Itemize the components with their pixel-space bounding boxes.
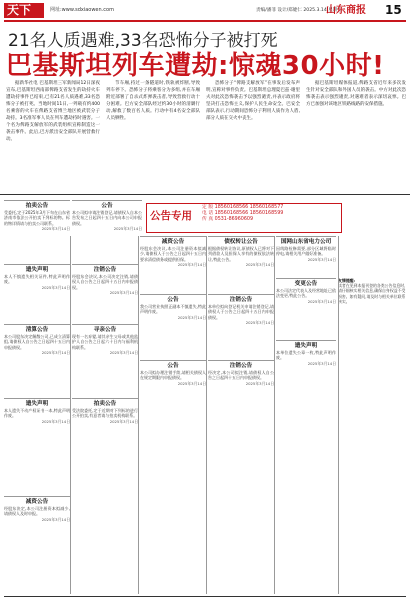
reminder-title: 友情提醒: xyxy=(338,278,356,283)
notice-title: 注销公告 xyxy=(93,267,117,273)
notice-item xyxy=(208,294,274,360)
notice-body: 根据债权转让协议,原债权人已将对下列借款人及担保人享有的债权依法转让,特此公告。 xyxy=(208,246,274,262)
notice-body: 本公司拟申请注销登记,请债权人自本公告发布之日起四十五日内向本公司申报债权。 xyxy=(72,210,142,226)
notice-item xyxy=(4,398,70,496)
column-divider xyxy=(274,236,275,594)
page-number: 15 xyxy=(385,3,402,17)
notice-title: 注销公告 xyxy=(229,297,253,303)
notice-title: 遗失声明 xyxy=(25,401,49,407)
column-divider xyxy=(70,236,71,594)
editor-date-line: 责编/潘菲 设计/郑婕仁 2025.3.14 星期五 xyxy=(256,8,342,13)
article-column-4 xyxy=(306,80,406,190)
notice-date: 2025年3月14日 xyxy=(307,256,336,262)
notice-body: 受法院委托,定于近期对下列标的进行公开拍卖,有意者请与拍卖机构联系。 xyxy=(72,408,138,419)
website-url: 网址:www.sdxiaowen.com xyxy=(50,7,114,13)
notice-body: 本单位遗失公章一枚,特此声明作废。 xyxy=(276,350,336,361)
notice-title: 国网山东省电力公司 xyxy=(280,239,332,245)
notice-body: 本单位拟向登记机关申请注销登记,请债权人于公告之日起四十五日内申报债权。 xyxy=(208,304,274,320)
column-divider xyxy=(138,236,139,594)
notice-date: 2025年3月14日 xyxy=(41,418,70,424)
notice-body: 我公司营业执照正副本不慎遗失,特此声明作废。 xyxy=(140,304,206,315)
notice-body: 经股东会决议,本公司注册资本拟减少,请债权人于公告之日起四十五日内要求清偿债务或提供担保。 xyxy=(140,246,206,262)
column-divider xyxy=(338,236,339,594)
notice-body: 本公司股东决定解散公司,已成立清算组,请债权人自公告之日起四十五日内申报债权。 xyxy=(4,334,70,350)
notice-item xyxy=(276,278,336,340)
newspaper-name: 山东商报 xyxy=(326,5,366,16)
article-text: 据巴基斯坦媒体报道,俾路支省近年来多次发生针对安全部队和外国人员的袭击。中方对此次恐怖袭击表示强烈谴责,对遇难者表示深切哀悼。巴方已加强对该地区铁路线路的安保措施。 xyxy=(306,81,406,107)
notice-body: 经股东决定,本公司注册资本拟减少,请债权人及时申报。 xyxy=(4,506,70,517)
notice-banner-title: 公告专用 xyxy=(150,210,192,222)
notice-body: 本公司法定代表人及经营地址已依法变更,特此公告。 xyxy=(276,288,336,299)
notice-date: 2025年3月14日 xyxy=(41,516,70,522)
notice-title: 变更公告 xyxy=(294,281,318,287)
notice-body: 经决定,本公司拟注销,请债权人自公告之日起四十五日内申报债权。 xyxy=(208,370,274,381)
notice-date: 2025年3月14日 xyxy=(41,226,70,232)
notice-date: 2025年3月14日 xyxy=(109,350,138,356)
article-subtitle: 21名人质遇难,33名恐怖分子被打死 xyxy=(8,31,278,51)
notice-body: 经股东会决议,本公司决定注销,请债权人自公告之日起四十五日内申报债权。 xyxy=(72,274,138,290)
notice-title: 减资公告 xyxy=(161,239,185,245)
notice-title: 公告 xyxy=(167,297,179,303)
column-divider xyxy=(206,236,207,594)
notice-date: 2025年3月14日 xyxy=(113,226,142,232)
notice-item xyxy=(72,398,138,496)
notice-date: 2025年3月14日 xyxy=(245,320,274,326)
notice-date: 2025年3月14日 xyxy=(109,290,138,296)
notice-item xyxy=(72,200,142,264)
notice-title: 拍卖公告 xyxy=(93,401,117,407)
notice-body: 因线路检修需要,部分区域将临时停电,请相关用户做好准备。 xyxy=(276,246,336,257)
contact-line: 电 话 18560168566 18560168599 xyxy=(202,211,284,216)
notice-date: 2025年3月14日 xyxy=(41,284,70,290)
notice-item xyxy=(72,324,138,398)
notice-item xyxy=(140,294,206,360)
notice-date: 2025年3月14日 xyxy=(307,298,336,304)
notice-date: 2025年3月14日 xyxy=(245,380,274,386)
notice-item xyxy=(4,324,70,398)
notice-body: 本人遗失不动产权证书一本,特此声明作废。 xyxy=(4,408,70,419)
article-text: 节车厢,持过一条隧道时,铁轨被炸断,导致列车停下。恐怖分子将乘客分为多组,并在车厢附近部署了自杀式炸弹袭击者,导致营救行动十分困难。巴方安全部队经过约30小时的清剿行动,解救了数百名人质。行动中有4名安全部队人员牺牲。 xyxy=(106,81,200,121)
notice-body: 现有一名弃婴,请其亲生父母或其他监护人自公告之日起六十日内与福利机构联系。 xyxy=(72,334,138,350)
reminder-text: 读者在见到本报刊登的各类公告信息时,请仔细核实相关信息,确保自身权益不受损害。如有疑问,请及时与相关单位联系核实。 xyxy=(338,283,406,304)
article-column-3 xyxy=(206,80,300,190)
article-text: 恐怖分子“俾路支解放军”在事发后发布声明,宣称对事件负责。巴基斯坦总理夏巴兹·谢里夫对此次恐怖袭击予以强烈谴责,并表示政府将坚决打击恐怖主义,保护人民生命安全。巴安全部队表示,行动期间恐怖分子利用人质作为人盾,部分人质在交火中丧生。 xyxy=(206,81,300,121)
notice-date: 2025年3月14日 xyxy=(41,350,70,356)
notice-title: 公告 xyxy=(101,203,113,209)
page-footer-rule xyxy=(4,596,406,597)
contact-line: 传 真 0531-86960609 xyxy=(202,217,253,222)
notice-item xyxy=(276,236,336,278)
notice-date: 2025年3月14日 xyxy=(245,262,274,268)
notice-item xyxy=(4,200,70,264)
notice-body: 本人不慎遗失相关证件,特此声明作废。 xyxy=(4,274,70,285)
notice-title: 减资公告 xyxy=(25,499,49,505)
article-text: 据新华社电 巴基斯坦三军新闻局12日深夜宣布,巴基斯坦西南部俾路支省发生的劫持火车遭劫持事件已结束,已有21名人质遇难,33名恐怖分子被打死。当地时间11日,一列载有约400名乘客的火车在俾路支省博兰地区被武装分子劫持。3名准军事人员在列车遭劫持时遇害。一个名为俾路支解放军的武装组织宣称制造这一袭击事件。此后,巴方派出安全部队开展营救行动。 xyxy=(6,81,100,142)
notice-item xyxy=(208,236,274,294)
notice-contact-lines xyxy=(202,205,283,223)
notice-title: 遗失声明 xyxy=(25,267,49,273)
notice-title: 遗失声明 xyxy=(294,343,318,349)
notice-item xyxy=(4,496,70,596)
notice-title: 注销公告 xyxy=(229,363,253,369)
notice-title: 公告 xyxy=(167,363,179,369)
reader-reminder xyxy=(338,278,408,304)
notice-item xyxy=(208,360,274,432)
notice-item xyxy=(4,264,70,324)
notice-item xyxy=(140,360,206,432)
notice-date: 2025年3月14日 xyxy=(177,314,206,320)
notice-date: 2025年3月14日 xyxy=(307,360,336,366)
article-column-1 xyxy=(6,80,100,190)
notice-section-rule xyxy=(0,194,410,195)
notice-title: 拍卖公告 xyxy=(25,203,49,209)
notice-item xyxy=(72,264,138,324)
section-name: 天下 xyxy=(7,3,32,17)
contact-line: 定 版 18560168566 18560168577 xyxy=(202,205,284,210)
notice-item xyxy=(140,236,206,294)
header-rule xyxy=(4,20,406,22)
notice-date: 2025年3月14日 xyxy=(109,418,138,424)
notice-date: 2025年3月14日 xyxy=(177,262,206,268)
notice-body: 受委托,定于2025年3月下旬在山东省济南市依法公开拍卖下列标的物。标的物详情请与拍卖公司联系。 xyxy=(4,210,70,226)
notice-body: 本公司拟办理注销手续,请相关债权人在规定期限内申报债权。 xyxy=(140,370,206,381)
notice-title: 寻亲公告 xyxy=(93,327,117,333)
article-column-2 xyxy=(106,80,200,190)
notice-title: 债权转让公告 xyxy=(224,239,258,245)
notice-item xyxy=(276,340,336,412)
notice-date: 2025年3月14日 xyxy=(177,380,206,386)
article-title: 巴基斯坦列车遭劫:惊魂30小时! xyxy=(6,51,385,81)
notice-title: 清算公告 xyxy=(25,327,49,333)
